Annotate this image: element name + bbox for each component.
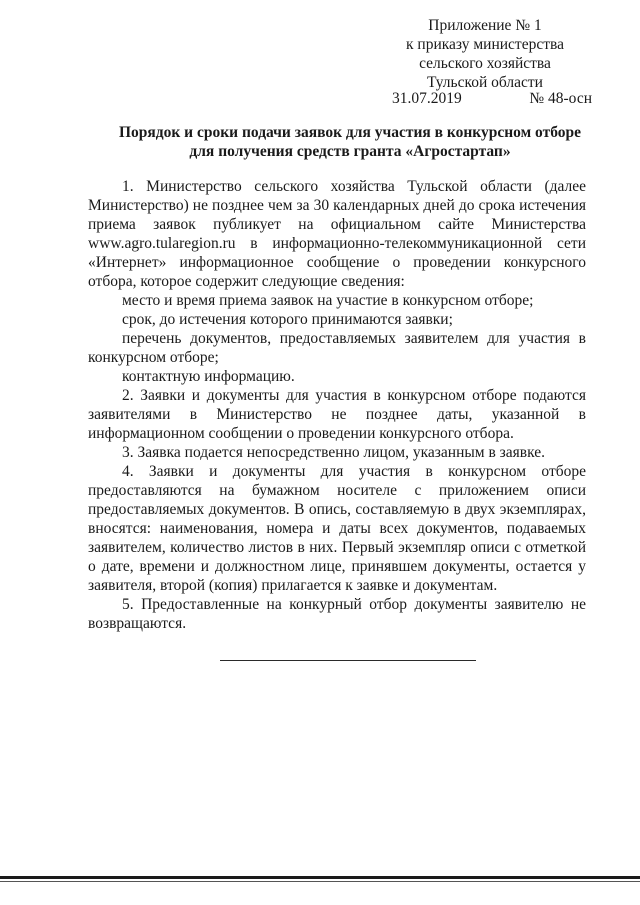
paragraph-5: 5. Предоставленные на конкурный отбор документы заявителю не возвращаются.	[88, 596, 586, 632]
document-title-line-2: для получения средств гранта «Агростартап»	[189, 143, 511, 160]
paragraph-1: 1. Министерство сельского хозяйства Тульской области (далее Министерство) не позднее чем за 30 календарных дней до срока истечения приема заявок публикует на официальном сайте Министерства www.agro.tularegion.ru в информационно-телекоммуникационной сети «Интернет» информационное сообщение о проведении конкурсного отбора, которое содержит следующие сведения:	[88, 178, 586, 290]
paragraph-4: 4. Заявки и документы для участия в конкурсном отборе предоставляются на бумажном носителе с приложением описи предоставляемых документов. В опись, составляемую в двух экземплярах, вносятся: наименования, номера и даты всех документов, подаваемых заявителем, количество листов в них. Первый экземпляр описи с отметкой о дате, времени и должностном лице, принявшем документы, остается у заявителя, второй (копия) прилагается к заявке и документам.	[88, 463, 586, 594]
paragraph-2: 2. Заявки и документы для участия в конкурсном отборе подаются заявителями в Министерство не позднее даты, указанной в информационном сообщении о проведении конкурсного отбора.	[88, 387, 586, 442]
document-title	[90, 123, 610, 161]
scan-bottom-edge	[0, 876, 640, 879]
paragraph-item-documents: перечень документов, предоставляемых заявителем для участия в конкурсном отборе;	[88, 330, 586, 366]
appendix-region: Тульской области	[427, 74, 543, 91]
order-number: № 48-осн	[529, 90, 592, 107]
paragraph-item-place-time: место и время приема заявок на участие в конкурсном отборе;	[122, 292, 534, 309]
scan-bottom-edge-thin	[0, 881, 640, 882]
paragraph-item-deadline: срок, до истечения которого принимаются заявки;	[122, 311, 453, 328]
end-divider	[220, 660, 476, 661]
order-date: 31.07.2019	[392, 90, 462, 107]
document-title-line-1: Порядок и сроки подачи заявок для участия в конкурсном отборе	[118, 124, 582, 141]
appendix-title: Приложение № 1	[428, 17, 542, 34]
paragraph-3: 3. Заявка подается непосредственно лицом, указанным в заявке.	[122, 444, 546, 461]
document-body	[88, 177, 586, 633]
appendix-ministry: сельского хозяйства	[419, 55, 551, 72]
appendix-order-ref: к приказу министерства	[406, 36, 564, 53]
appendix-header	[380, 16, 590, 92]
paragraph-item-contacts: контактную информацию.	[122, 368, 295, 385]
